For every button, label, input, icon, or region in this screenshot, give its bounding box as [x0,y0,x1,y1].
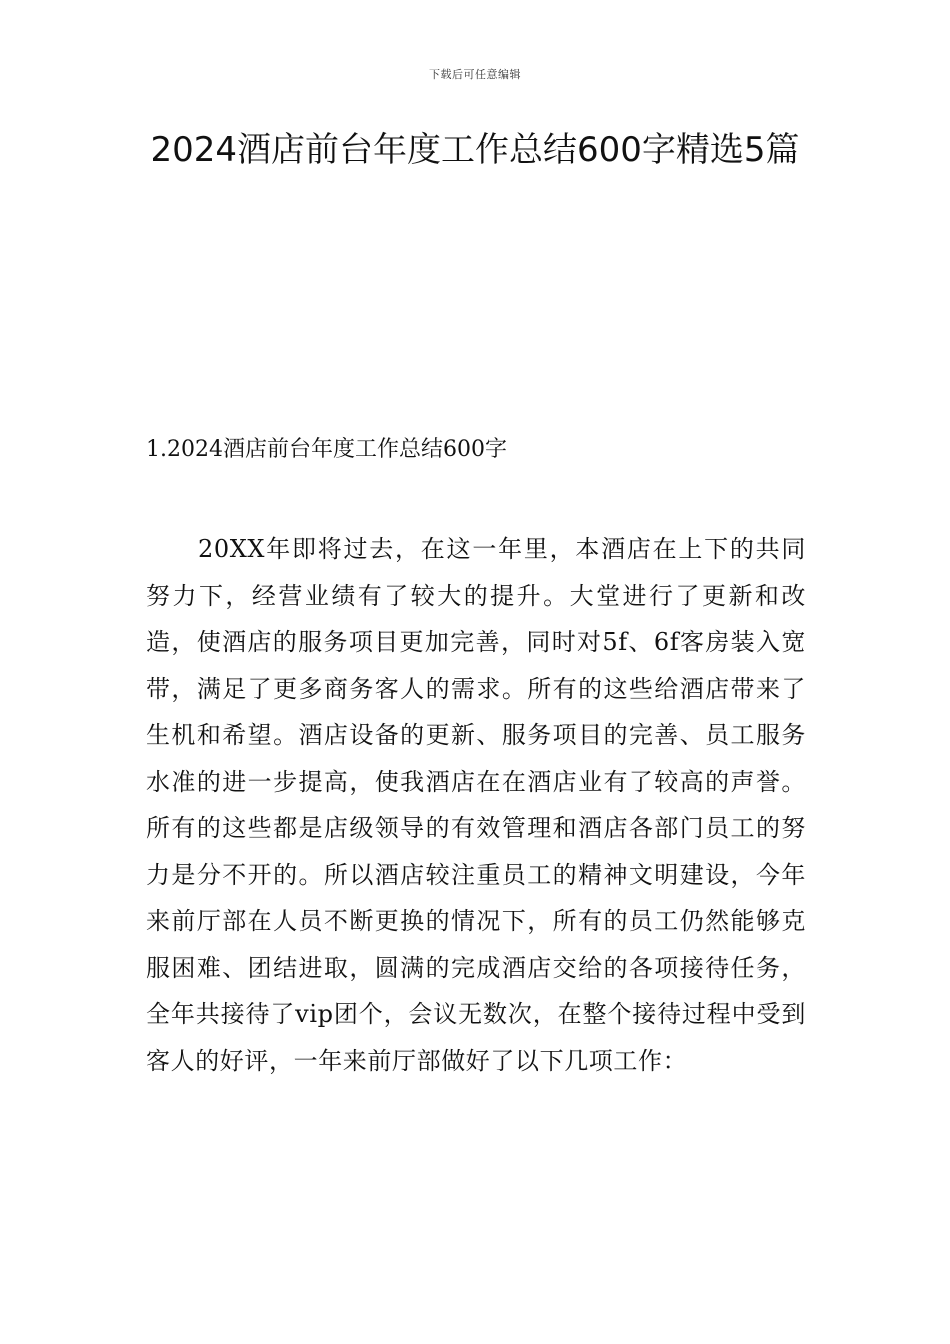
section-paragraph: 20XX年即将过去，在这一年里，本酒店在上下的共同努力下，经营业绩有了较大的提升。大堂进行了更新和改造，使酒店的服务项目更加完善，同时对5f、6f客房装入宽带，满足了更多商务客人的需求。所有的这些给酒店带来了生机和希望。酒店设备的更新、服务项目的完善、员工服务水准的进一步提高，使我酒店在在酒店业有了较高的声誉。所有的这些都是店级领导的有效管理和酒店各部门员工的努力是分不开的。所以酒店较注重员工的精神文明建设，今年来前厅部在人员不断更换的情况下，所有的员工仍然能够克服困难、团结进取，圆满的完成酒店交给的各项接待任务，全年共接待了vip团个，会议无数次，在整个接待过程中受到客人的好评，一年来前厅部做好了以下几项工作： [146,535,806,1075]
document-title: 2024酒店前台年度工作总结600字精选5篇 [150,130,800,170]
section-heading: 1.2024酒店前台年度工作总结600字 [146,437,507,462]
header-note: 下载后可任意编辑 [429,68,521,81]
